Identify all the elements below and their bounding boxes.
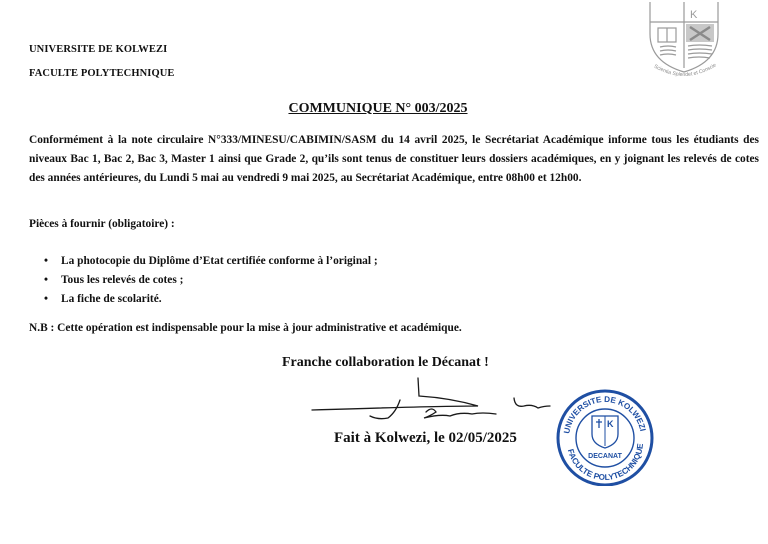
university-name: UNIVERSITE DE KOLWEZI (29, 44, 168, 55)
pieces-heading: Pièces à fournir (obligatoire) : (29, 218, 175, 230)
closing-line: Franche collaboration le Décanat ! (282, 355, 489, 370)
stamp-top-text: UNIVERSITE DE KOLWEZI (562, 394, 648, 435)
place-and-date: Fait à Kolwezi, le 02/05/2025 (334, 430, 517, 446)
faculty-name: FACULTE POLYTECHNIQUE (29, 68, 175, 79)
nota-bene: N.B : Cette opération est indispensable pour la mise à jour administrative et académique. (29, 322, 462, 334)
list-item: • La photocopie du Diplôme d’Etat certifiée conforme à l’original ; (44, 252, 378, 271)
communique-title: COMMUNIQUE N° 003/2025 (288, 101, 468, 116)
stamp-letter: K (607, 419, 614, 429)
crest-motto: Scientia Splendet et Conscie (652, 62, 718, 79)
decanat-stamp (554, 386, 656, 486)
stamp-bottom-text: FACULTE POLYTECHNIQUE (565, 442, 646, 483)
svg-text:K: K (690, 9, 698, 21)
handwritten-signature (300, 372, 560, 432)
list-item: • La fiche de scolarité. (44, 290, 378, 309)
university-crest-logo (646, 0, 722, 82)
stamp-center-label: DECANAT (588, 453, 622, 460)
pieces-list (44, 252, 378, 309)
communique-body: Conformément à la note circulaire N°333/MINESU/CABIMIN/SASM du 14 avril 2025, le Secrétariat Académique informe tous les étudiants des niveaux Bac 1, Bac 2, Bac 3, Master 1 ainsi que Grade 2, qu’ils sont tenus de constituer leurs dossiers académiques, en y joignant les relevés de cotes des années antérieures, du Lundi 5 mai au vendredi 9 mai 2025, au Secrétariat Académique, entre 08h00 et 12h00. (29, 134, 759, 184)
list-item: • Tous les relevés de cotes ; (44, 271, 378, 290)
